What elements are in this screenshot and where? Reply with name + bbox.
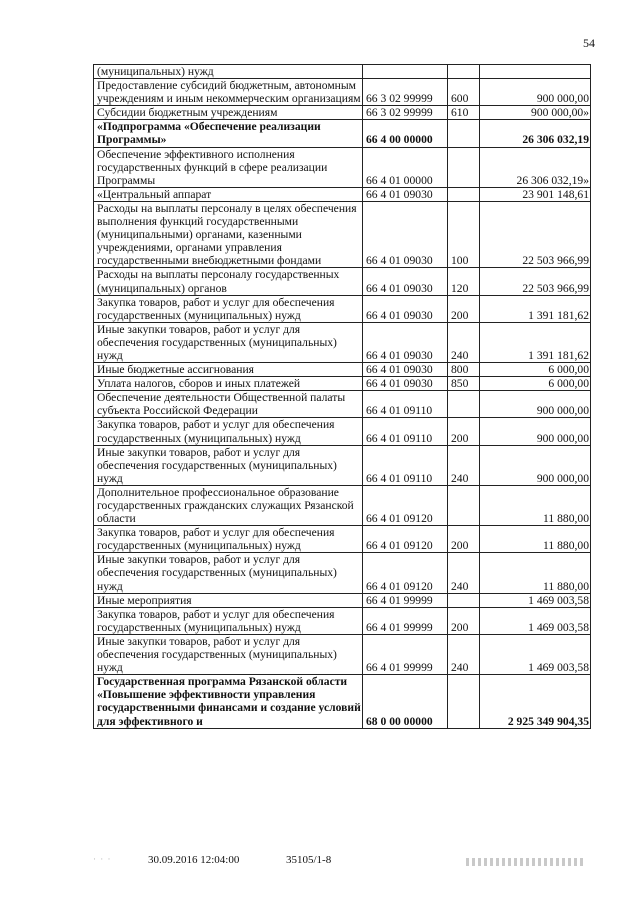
table-row bbox=[94, 418, 591, 445]
cell-amount: 900 000,00 bbox=[480, 418, 591, 445]
cell-target-code: 68 0 00 00000 bbox=[363, 675, 448, 728]
cell-target-code: 66 3 02 99999 bbox=[363, 79, 448, 106]
table-row bbox=[94, 391, 591, 418]
cell-amount: 11 880,00 bbox=[480, 485, 591, 525]
table-row bbox=[94, 634, 591, 674]
table-row bbox=[94, 201, 591, 267]
cell-name: Обеспечение деятельности Общественной палаты субъекта Российской Федерации bbox=[94, 391, 363, 418]
cell-target-code: 66 4 01 09030 bbox=[363, 377, 448, 391]
cell-amount: 1 469 003,58 bbox=[480, 634, 591, 674]
cell-amount: 6 000,00 bbox=[480, 377, 591, 391]
cell-expense-type bbox=[448, 147, 480, 187]
footer-timestamp: 30.09.2016 12:04:00 bbox=[148, 854, 240, 866]
cell-amount: 6 000,00 bbox=[480, 363, 591, 377]
cell-amount: 900 000,00» bbox=[480, 106, 591, 120]
cell-expense-type: 600 bbox=[448, 79, 480, 106]
cell-target-code: 66 4 01 09110 bbox=[363, 391, 448, 418]
cell-target-code: 66 4 01 09120 bbox=[363, 485, 448, 525]
cell-name: Обеспечение эффективного исполнения государственных функций в сфере реализации Программы bbox=[94, 147, 363, 187]
page-number: 54 bbox=[583, 36, 595, 50]
cell-name: Предоставление субсидий бюджетным, автономным учреждениям и иным некоммерческим организациям bbox=[94, 79, 363, 106]
table-row bbox=[94, 593, 591, 607]
cell-amount: 22 503 966,99 bbox=[480, 201, 591, 267]
table-row bbox=[94, 363, 591, 377]
footer-faint-stamp: · · · bbox=[93, 854, 112, 864]
cell-target-code: 66 4 01 09030 bbox=[363, 363, 448, 377]
cell-target-code: 66 4 01 09030 bbox=[363, 187, 448, 201]
cell-name: Расходы на выплаты персоналу в целях обеспечения выполнения функций государственными (муниципальными) органами, казенными учреждениями, органами управления государственными внебюджетными фондами bbox=[94, 201, 363, 267]
cell-expense-type bbox=[448, 391, 480, 418]
cell-target-code: 66 3 02 99999 bbox=[363, 106, 448, 120]
table-row bbox=[94, 295, 591, 322]
cell-target-code: 66 4 01 09120 bbox=[363, 553, 448, 593]
cell-expense-type: 240 bbox=[448, 553, 480, 593]
cell-expense-type bbox=[448, 675, 480, 728]
cell-expense-type: 850 bbox=[448, 377, 480, 391]
cell-expense-type: 200 bbox=[448, 295, 480, 322]
table-row bbox=[94, 147, 591, 187]
cell-name: «Центральный аппарат bbox=[94, 187, 363, 201]
cell-amount: 11 880,00 bbox=[480, 526, 591, 553]
budget-table-body bbox=[94, 65, 591, 729]
cell-name: Дополнительное профессиональное образование государственных гражданских служащих Рязанской области bbox=[94, 485, 363, 525]
cell-name: Иные закупки товаров, работ и услуг для обеспечения государственных (муниципальных) нужд bbox=[94, 553, 363, 593]
table-row bbox=[94, 377, 591, 391]
cell-expense-type: 610 bbox=[448, 106, 480, 120]
table-row bbox=[94, 607, 591, 634]
table-row bbox=[94, 268, 591, 295]
cell-name: Субсидии бюджетным учреждениям bbox=[94, 106, 363, 120]
cell-target-code: 66 4 01 09030 bbox=[363, 268, 448, 295]
cell-expense-type: 240 bbox=[448, 445, 480, 485]
budget-table bbox=[93, 64, 591, 729]
table-row bbox=[94, 65, 591, 79]
footer-faint-marks bbox=[466, 858, 586, 866]
cell-amount: 22 503 966,99 bbox=[480, 268, 591, 295]
cell-target-code: 66 4 01 99999 bbox=[363, 593, 448, 607]
cell-expense-type: 240 bbox=[448, 322, 480, 362]
cell-expense-type: 240 bbox=[448, 634, 480, 674]
cell-amount: 2 925 349 904,35 bbox=[480, 675, 591, 728]
cell-name: Уплата налогов, сборов и иных платежей bbox=[94, 377, 363, 391]
table-row bbox=[94, 79, 591, 106]
cell-name: Закупка товаров, работ и услуг для обеспечения государственных (муниципальных) нужд bbox=[94, 607, 363, 634]
cell-target-code: 66 4 01 09030 bbox=[363, 295, 448, 322]
cell-name: Расходы на выплаты персоналу государственных (муниципальных) органов bbox=[94, 268, 363, 295]
cell-expense-type: 800 bbox=[448, 363, 480, 377]
cell-target-code: 66 4 00 00000 bbox=[363, 120, 448, 147]
cell-expense-type bbox=[448, 187, 480, 201]
cell-name: Иные закупки товаров, работ и услуг для обеспечения государственных (муниципальных) нужд bbox=[94, 634, 363, 674]
cell-expense-type bbox=[448, 485, 480, 525]
cell-target-code: 66 4 01 09110 bbox=[363, 418, 448, 445]
table-row bbox=[94, 445, 591, 485]
cell-target-code: 66 4 01 99999 bbox=[363, 607, 448, 634]
cell-name: Иные закупки товаров, работ и услуг для обеспечения государственных (муниципальных) нужд bbox=[94, 322, 363, 362]
cell-amount: 900 000,00 bbox=[480, 445, 591, 485]
cell-expense-type: 100 bbox=[448, 201, 480, 267]
cell-expense-type: 120 bbox=[448, 268, 480, 295]
cell-amount: 1 469 003,58 bbox=[480, 593, 591, 607]
cell-name: Иные бюджетные ассигнования bbox=[94, 363, 363, 377]
cell-target-code: 66 4 01 00000 bbox=[363, 147, 448, 187]
cell-target-code: 66 4 01 09030 bbox=[363, 322, 448, 362]
cell-name: Закупка товаров, работ и услуг для обеспечения государственных (муниципальных) нужд bbox=[94, 295, 363, 322]
cell-name: Закупка товаров, работ и услуг для обеспечения государственных (муниципальных) нужд bbox=[94, 526, 363, 553]
cell-amount: 23 901 148,61 bbox=[480, 187, 591, 201]
cell-name: Государственная программа Рязанской области «Повышение эффективности управления государственными финансами и создание условий для эффективного и bbox=[94, 675, 363, 728]
cell-target-code: 66 4 01 09120 bbox=[363, 526, 448, 553]
table-row bbox=[94, 187, 591, 201]
cell-amount: 11 880,00 bbox=[480, 553, 591, 593]
cell-expense-type bbox=[448, 65, 480, 79]
cell-name: Закупка товаров, работ и услуг для обеспечения государственных (муниципальных) нужд bbox=[94, 418, 363, 445]
cell-amount: 26 306 032,19 bbox=[480, 120, 591, 147]
cell-amount bbox=[480, 65, 591, 79]
cell-name: Иные мероприятия bbox=[94, 593, 363, 607]
cell-target-code: 66 4 01 09110 bbox=[363, 445, 448, 485]
table-row bbox=[94, 106, 591, 120]
cell-target-code: 66 4 01 09030 bbox=[363, 201, 448, 267]
table-row bbox=[94, 120, 591, 147]
cell-amount: 900 000,00 bbox=[480, 391, 591, 418]
cell-amount: 1 391 181,62 bbox=[480, 322, 591, 362]
cell-expense-type: 200 bbox=[448, 526, 480, 553]
table-row bbox=[94, 553, 591, 593]
cell-expense-type: 200 bbox=[448, 607, 480, 634]
footer-document-code: 35105/1-8 bbox=[286, 854, 332, 866]
cell-target-code bbox=[363, 65, 448, 79]
cell-amount: 26 306 032,19» bbox=[480, 147, 591, 187]
cell-amount: 900 000,00 bbox=[480, 79, 591, 106]
cell-expense-type bbox=[448, 593, 480, 607]
cell-amount: 1 391 181,62 bbox=[480, 295, 591, 322]
cell-name: «Подпрограмма «Обеспечение реализации Программы» bbox=[94, 120, 363, 147]
table-row bbox=[94, 485, 591, 525]
cell-name: (муниципальных) нужд bbox=[94, 65, 363, 79]
cell-amount: 1 469 003,58 bbox=[480, 607, 591, 634]
cell-name: Иные закупки товаров, работ и услуг для обеспечения государственных (муниципальных) нужд bbox=[94, 445, 363, 485]
table-row bbox=[94, 322, 591, 362]
cell-expense-type bbox=[448, 120, 480, 147]
cell-target-code: 66 4 01 99999 bbox=[363, 634, 448, 674]
cell-expense-type: 200 bbox=[448, 418, 480, 445]
table-row bbox=[94, 526, 591, 553]
table-row bbox=[94, 675, 591, 728]
